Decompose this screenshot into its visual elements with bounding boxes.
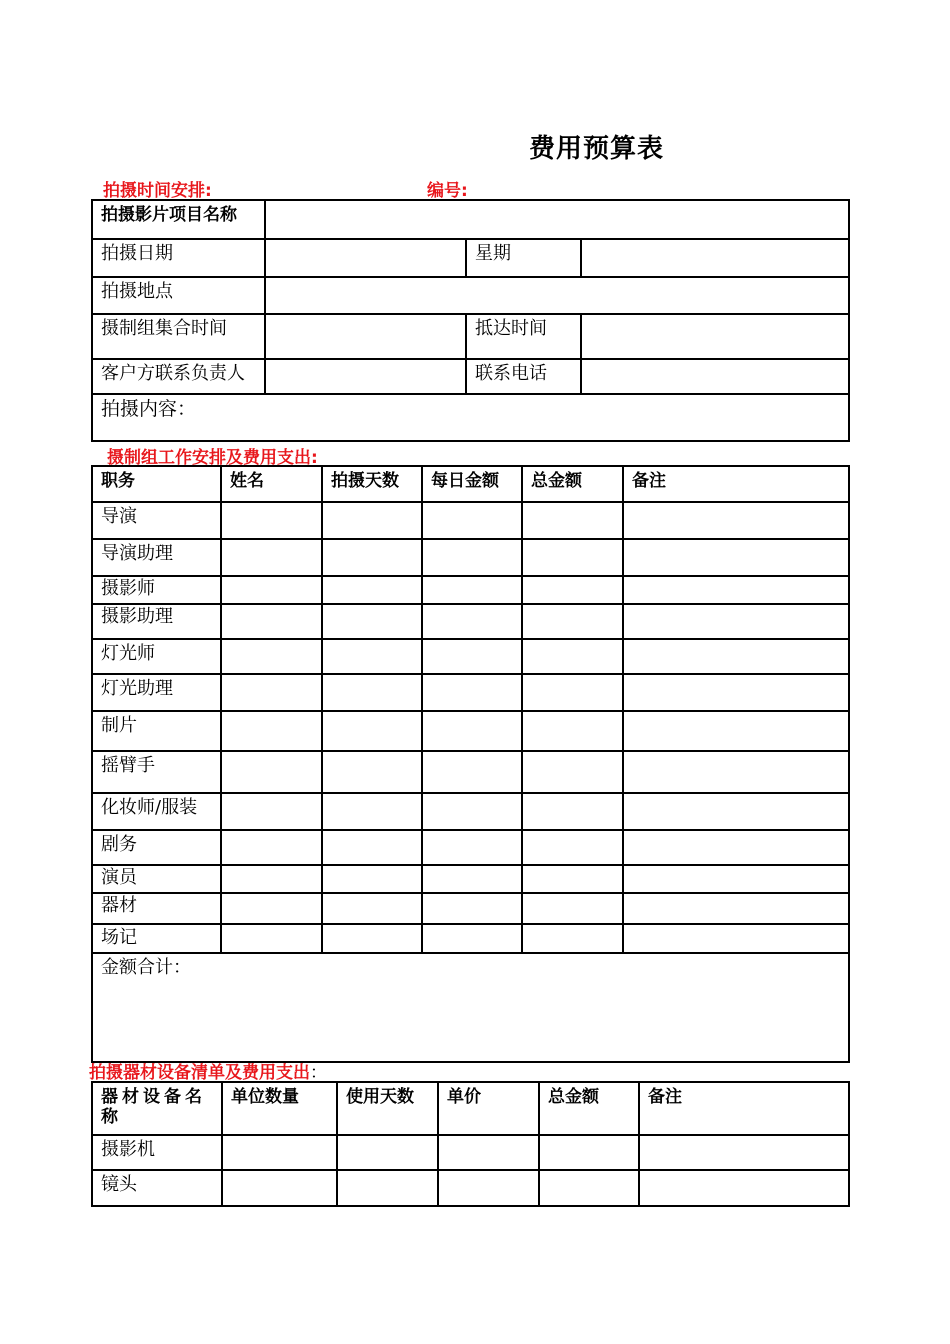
role-label: 器材 bbox=[92, 893, 221, 924]
remarks-cell[interactable] bbox=[623, 793, 849, 830]
total-amount-cell[interactable] bbox=[522, 604, 623, 639]
total-amount-cell[interactable] bbox=[522, 865, 623, 893]
days-cell[interactable] bbox=[322, 639, 422, 674]
equipment-label: 摄影机 bbox=[92, 1135, 222, 1170]
days-cell[interactable] bbox=[322, 502, 422, 539]
header-cell: 器材设备名称 bbox=[92, 1082, 222, 1135]
role-label: 摄影助理 bbox=[92, 604, 221, 639]
days-cell[interactable] bbox=[322, 865, 422, 893]
daily-amount-cell[interactable] bbox=[422, 576, 522, 604]
table-row bbox=[92, 1170, 849, 1206]
name-cell[interactable] bbox=[221, 865, 322, 893]
days-cell[interactable] bbox=[322, 830, 422, 865]
header-cell: 备注 bbox=[623, 466, 849, 502]
total-amount-cell[interactable] bbox=[522, 924, 623, 953]
weekday-label: 星期 bbox=[466, 239, 581, 277]
role-label: 灯光师 bbox=[92, 639, 221, 674]
name-cell[interactable] bbox=[221, 751, 322, 793]
phone-field[interactable] bbox=[581, 359, 849, 394]
project-name-field[interactable] bbox=[265, 200, 849, 239]
role-label: 摇臂手 bbox=[92, 751, 221, 793]
crew-header-row bbox=[92, 466, 849, 502]
table-row bbox=[92, 793, 849, 830]
header-cell: 每日金额 bbox=[422, 466, 522, 502]
shoot-date-field[interactable] bbox=[265, 239, 466, 277]
total-amount-cell[interactable] bbox=[522, 793, 623, 830]
table-row bbox=[92, 502, 849, 539]
table-row bbox=[92, 751, 849, 793]
role-label: 制片 bbox=[92, 711, 221, 751]
content-label: 拍摄内容： bbox=[101, 398, 197, 420]
weekday-field[interactable] bbox=[581, 239, 849, 277]
days-cell[interactable] bbox=[322, 539, 422, 576]
crew-section-heading: 摄制组工作安排及费用支出: bbox=[107, 448, 318, 468]
role-label: 导演 bbox=[92, 502, 221, 539]
role-label: 导演助理 bbox=[92, 539, 221, 576]
table-row bbox=[92, 639, 849, 674]
daily-amount-cell[interactable] bbox=[422, 604, 522, 639]
location-field[interactable] bbox=[265, 277, 849, 314]
days-cell[interactable] bbox=[337, 1170, 438, 1206]
table-row bbox=[92, 893, 849, 924]
header-cell: 单价 bbox=[438, 1082, 539, 1135]
table-row bbox=[92, 711, 849, 751]
daily-amount-cell[interactable] bbox=[422, 674, 522, 711]
shoot-date-label: 拍摄日期 bbox=[92, 239, 265, 277]
role-label: 剧务 bbox=[92, 830, 221, 865]
equipment-table bbox=[91, 1081, 850, 1207]
header-cell: 使用天数 bbox=[337, 1082, 438, 1135]
table-row bbox=[92, 924, 849, 953]
total-amount-cell[interactable] bbox=[522, 576, 623, 604]
name-cell[interactable] bbox=[221, 793, 322, 830]
total-amount-cell[interactable] bbox=[522, 751, 623, 793]
daily-amount-cell[interactable] bbox=[422, 924, 522, 953]
remarks-cell[interactable] bbox=[623, 711, 849, 751]
daily-amount-cell[interactable] bbox=[422, 639, 522, 674]
client-contact-field[interactable] bbox=[265, 359, 466, 394]
table-row bbox=[92, 576, 849, 604]
remarks-cell[interactable] bbox=[623, 604, 849, 639]
name-cell[interactable] bbox=[221, 711, 322, 751]
header-cell: 总金额 bbox=[522, 466, 623, 502]
remarks-cell[interactable] bbox=[639, 1170, 849, 1206]
name-cell[interactable] bbox=[221, 502, 322, 539]
name-cell[interactable] bbox=[221, 539, 322, 576]
total-amount-cell[interactable] bbox=[522, 830, 623, 865]
remarks-cell[interactable] bbox=[623, 830, 849, 865]
daily-amount-cell[interactable] bbox=[422, 830, 522, 865]
total-amount-cell[interactable] bbox=[539, 1135, 639, 1170]
schedule-label: 拍摄时间安排: bbox=[103, 181, 212, 201]
crew-gather-label: 摄制组集合时间 bbox=[92, 314, 265, 359]
equipment-header-row bbox=[92, 1082, 849, 1135]
header-cell: 单位数量 bbox=[222, 1082, 337, 1135]
days-cell[interactable] bbox=[322, 576, 422, 604]
project-name-label: 拍摄影片项目名称 bbox=[92, 200, 265, 239]
days-cell[interactable] bbox=[337, 1135, 438, 1170]
remarks-cell[interactable] bbox=[623, 924, 849, 953]
total-amount-cell[interactable] bbox=[522, 893, 623, 924]
quantity-cell[interactable] bbox=[222, 1170, 337, 1206]
daily-amount-cell[interactable] bbox=[422, 539, 522, 576]
role-label: 场记 bbox=[92, 924, 221, 953]
days-cell[interactable] bbox=[322, 604, 422, 639]
table-row bbox=[92, 674, 849, 711]
role-label: 摄影师 bbox=[92, 576, 221, 604]
name-cell[interactable] bbox=[221, 924, 322, 953]
client-contact-label: 客户方联系负责人 bbox=[92, 359, 265, 394]
info-table bbox=[91, 199, 850, 442]
crew-gather-field[interactable] bbox=[265, 314, 466, 359]
remarks-cell[interactable] bbox=[623, 539, 849, 576]
arrival-field[interactable] bbox=[581, 314, 849, 359]
days-cell[interactable] bbox=[322, 924, 422, 953]
daily-amount-cell[interactable] bbox=[422, 793, 522, 830]
total-label: 金额合计： bbox=[101, 957, 191, 978]
arrival-label: 抵达时间 bbox=[466, 314, 581, 359]
days-cell[interactable] bbox=[322, 674, 422, 711]
days-cell[interactable] bbox=[322, 893, 422, 924]
total-field[interactable] bbox=[92, 953, 849, 1062]
name-cell[interactable] bbox=[221, 893, 322, 924]
table-row bbox=[92, 865, 849, 893]
total-amount-cell[interactable] bbox=[522, 502, 623, 539]
role-label: 灯光助理 bbox=[92, 674, 221, 711]
header-cell: 总金额 bbox=[539, 1082, 639, 1135]
quantity-cell[interactable] bbox=[222, 1135, 337, 1170]
daily-amount-cell[interactable] bbox=[422, 711, 522, 751]
daily-amount-cell[interactable] bbox=[422, 893, 522, 924]
days-cell[interactable] bbox=[322, 711, 422, 751]
total-amount-cell[interactable] bbox=[522, 639, 623, 674]
remarks-cell[interactable] bbox=[623, 865, 849, 893]
crew-table bbox=[91, 465, 850, 1063]
remarks-cell[interactable] bbox=[623, 639, 849, 674]
equipment-section-heading: 拍摄器材设备清单及费用支出： bbox=[89, 1063, 327, 1083]
total-amount-cell[interactable] bbox=[522, 711, 623, 751]
header-cell: 备注 bbox=[639, 1082, 849, 1135]
role-label: 演员 bbox=[92, 865, 221, 893]
remarks-cell[interactable] bbox=[623, 502, 849, 539]
location-label: 拍摄地点 bbox=[92, 277, 265, 314]
content-field[interactable] bbox=[92, 394, 849, 441]
remarks-cell[interactable] bbox=[623, 674, 849, 711]
name-cell[interactable] bbox=[221, 639, 322, 674]
name-cell[interactable] bbox=[221, 674, 322, 711]
page-title: 费用预算表 bbox=[528, 134, 664, 164]
remarks-cell[interactable] bbox=[639, 1135, 849, 1170]
role-label: 化妆师/服装 bbox=[92, 793, 221, 830]
table-row bbox=[92, 830, 849, 865]
days-cell[interactable] bbox=[322, 793, 422, 830]
table-row bbox=[92, 539, 849, 576]
number-label: 编号: bbox=[427, 181, 468, 201]
unit-price-cell[interactable] bbox=[438, 1170, 539, 1206]
remarks-cell[interactable] bbox=[623, 576, 849, 604]
header-cell: 职务 bbox=[92, 466, 221, 502]
total-amount-cell[interactable] bbox=[539, 1170, 639, 1206]
header-cell: 拍摄天数 bbox=[322, 466, 422, 502]
name-cell[interactable] bbox=[221, 604, 322, 639]
daily-amount-cell[interactable] bbox=[422, 502, 522, 539]
days-cell[interactable] bbox=[322, 751, 422, 793]
daily-amount-cell[interactable] bbox=[422, 865, 522, 893]
table-row bbox=[92, 1135, 849, 1170]
total-amount-cell[interactable] bbox=[522, 539, 623, 576]
phone-label: 联系电话 bbox=[466, 359, 581, 394]
remarks-cell[interactable] bbox=[623, 893, 849, 924]
daily-amount-cell[interactable] bbox=[422, 751, 522, 793]
equipment-label: 镜头 bbox=[92, 1170, 222, 1206]
name-cell[interactable] bbox=[221, 576, 322, 604]
remarks-cell[interactable] bbox=[623, 751, 849, 793]
name-cell[interactable] bbox=[221, 830, 322, 865]
total-amount-cell[interactable] bbox=[522, 674, 623, 711]
total-row bbox=[92, 953, 849, 1062]
header-cell: 姓名 bbox=[221, 466, 322, 502]
unit-price-cell[interactable] bbox=[438, 1135, 539, 1170]
table-row bbox=[92, 604, 849, 639]
